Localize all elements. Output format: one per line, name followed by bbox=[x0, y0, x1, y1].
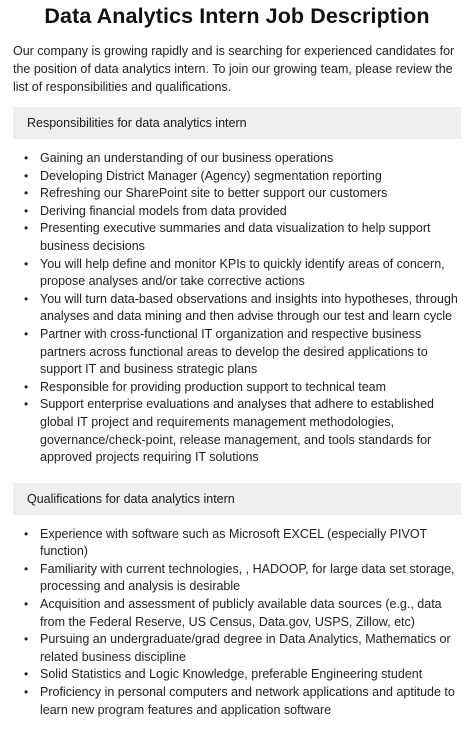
list-item bbox=[24, 561, 461, 596]
list-item-text: Solid Statistics and Logic Knowledge, preferable Engineering student bbox=[40, 667, 423, 682]
list-item-text: Proficiency in personal computers and network applications and aptitude to learn new program features and application software bbox=[40, 685, 455, 717]
list-item bbox=[24, 596, 461, 631]
responsibilities-heading: Responsibilities for data analytics intern bbox=[13, 107, 461, 139]
list-item bbox=[24, 185, 461, 203]
list-item bbox=[24, 684, 461, 719]
list-item-text: Acquisition and assessment of publicly available data sources (e.g., data from the Federal Reserve, US Census, Data.gov, USPS, Zillow, etc) bbox=[40, 597, 442, 629]
responsibilities-list bbox=[13, 150, 461, 467]
list-item-text: Refreshing our SharePoint site to better support our customers bbox=[40, 186, 388, 201]
list-item-text: You will turn data-based observations and insights into hypotheses, through analyses and data mining and then advise through our test and learn cycle bbox=[40, 291, 458, 324]
intro-paragraph: Our company is growing rapidly and is searching for experienced candidates for the position of data analytics intern. To join our growing team, please review the list of responsibilities and qualifications. bbox=[13, 44, 455, 94]
list-item-text: You will help define and monitor KPIs to quickly identify areas of concern, propose analyses and/or take corrective actions bbox=[40, 256, 445, 289]
qualifications-list bbox=[13, 526, 461, 720]
list-item-text: Developing District Manager (Agency) segmentation reporting bbox=[40, 168, 382, 183]
list-item-text: Familiarity with current technologies, , HADOOP, for large data set storage, processing and analysis is desirable bbox=[40, 561, 455, 594]
bullet-icon: • bbox=[24, 379, 29, 394]
list-item bbox=[24, 379, 461, 397]
list-item-text: Experience with software such as Microsoft EXCEL (especially PIVOT function) bbox=[40, 526, 427, 559]
list-item-text: Partner with cross-functional IT organization and respective business partners across functional areas to develop the desired applications to support IT and business strategic plans bbox=[40, 326, 428, 377]
bullet-icon: • bbox=[24, 685, 29, 700]
list-item-text: Deriving financial models from data provided bbox=[40, 203, 287, 218]
list-item bbox=[24, 220, 461, 255]
list-item bbox=[24, 203, 461, 221]
list-item bbox=[24, 631, 461, 666]
list-item bbox=[24, 666, 461, 684]
bullet-icon: • bbox=[24, 526, 29, 541]
bullet-icon: • bbox=[24, 256, 29, 271]
bullet-icon: • bbox=[24, 151, 29, 165]
bullet-icon: • bbox=[24, 221, 29, 236]
bullet-icon: • bbox=[24, 632, 29, 647]
bullet-icon: • bbox=[24, 203, 29, 218]
bullet-icon: • bbox=[24, 168, 29, 183]
list-item-text: Support enterprise evaluations and analyses that adhere to established global IT project and requirements management methodologies, governance/check-point, release management, and tools standards for approved projects requiring IT solutions bbox=[40, 397, 435, 465]
list-item-text: Gaining an understanding of our business operations bbox=[40, 151, 334, 165]
list-item bbox=[24, 396, 461, 466]
list-item bbox=[24, 526, 461, 561]
list-item bbox=[24, 291, 461, 326]
list-item bbox=[24, 256, 461, 291]
list-item bbox=[24, 326, 461, 379]
list-item-text: Pursuing an undergraduate/grad degree in Data Analytics, Mathematics or related business discipline bbox=[40, 632, 451, 664]
bullet-icon: • bbox=[24, 561, 29, 576]
list-item bbox=[24, 168, 461, 186]
bullet-icon: • bbox=[24, 597, 29, 612]
bullet-icon: • bbox=[24, 291, 29, 306]
list-item-text: Responsible for providing production support to technical team bbox=[40, 379, 387, 394]
bullet-icon: • bbox=[24, 397, 29, 412]
page-title: Data Analytics Intern Job Description bbox=[44, 4, 430, 28]
bullet-icon: • bbox=[24, 186, 29, 201]
bullet-icon: • bbox=[24, 326, 29, 341]
list-item-text: Presenting executive summaries and data visualization to help support business decisions bbox=[40, 221, 431, 253]
qualifications-heading: Qualifications for data analytics intern bbox=[13, 483, 461, 515]
bullet-icon: • bbox=[24, 667, 29, 682]
list-item bbox=[24, 150, 461, 168]
